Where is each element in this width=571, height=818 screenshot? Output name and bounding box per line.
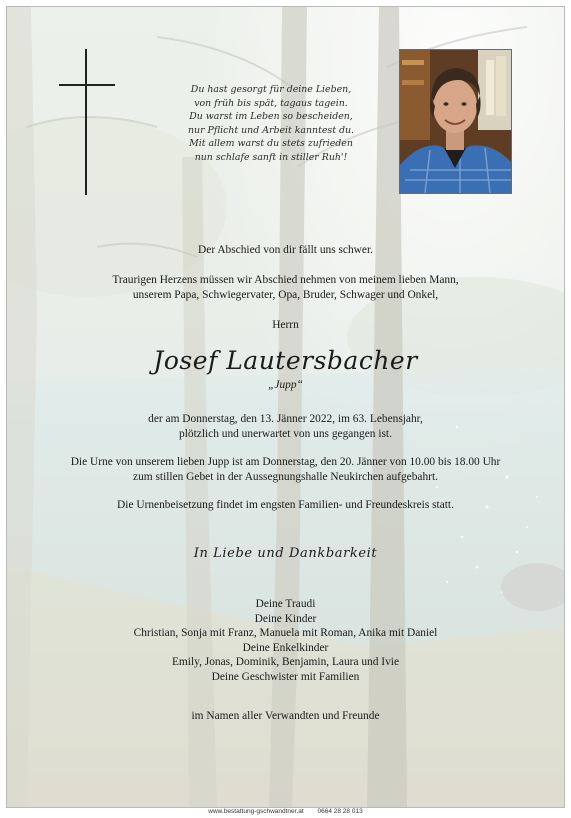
burial-notice: Die Urnenbeisetzung findet im engsten Familien- und Freundeskreis statt. xyxy=(117,499,454,511)
poem-line: nur Pflicht und Arbeit kanntest du. xyxy=(188,124,354,136)
urn-line: Die Urne von unserem lieben Jupp ist am Donnerstag, den 20. Jänner von 10.00 bis 18.00 Uhr xyxy=(70,456,501,468)
mourner-line: Christian, Sonja mit Franz, Manuela mit Roman, Anika mit Daniel xyxy=(133,627,438,640)
obituary-card xyxy=(6,6,565,808)
cross-symbol xyxy=(59,49,115,195)
closing-phrase: In Liebe und Dankbarkeit xyxy=(193,546,378,561)
notice-text xyxy=(7,273,564,302)
deceased-nickname: „Jupp“ xyxy=(268,379,303,391)
memorial-poem xyxy=(157,83,385,165)
poem-line: nun schlafe sanft in stiller Ruh'! xyxy=(194,151,348,163)
death-notice xyxy=(7,412,564,441)
portrait-photo xyxy=(399,49,512,194)
deceased-name: Josef Lautersbacher xyxy=(153,346,418,375)
notice-line: unserem Papa, Schwiegervater, Opa, Bruder, Schwager und Onkel, xyxy=(132,288,439,301)
poem-line: Mit allem warst du stets zufrieden xyxy=(189,138,353,150)
urn-line: zum stillen Gebet in der Aussegnungshalle Neukirchen aufgebahrt. xyxy=(133,470,438,483)
footer-phone: 0664 28 28 013 xyxy=(317,808,363,815)
poem-line: Du hast gesorgt für deine Lieben, xyxy=(190,84,352,95)
mourner-line: Emily, Jonas, Dominik, Benjamin, Laura und Ivie xyxy=(171,656,400,669)
mourner-line: Deine Geschwister mit Familien xyxy=(211,670,360,683)
mourner-line: Deine Kinder xyxy=(254,612,317,625)
notice-line: Traurigen Herzens müssen wir Abschied nehmen von meinem lieben Mann, xyxy=(112,274,459,286)
poem-line: Du warst im Leben so bescheiden, xyxy=(189,111,353,123)
footer-website[interactable]: www.bestattung-gschwandtner.at xyxy=(208,808,304,815)
salutation: Herrn xyxy=(272,319,299,331)
death-line: der am Donnerstag, den 13. Jänner 2022, im 63. Lebensjahr, xyxy=(148,413,423,425)
intro-text: Der Abschied von dir fällt uns schwer. xyxy=(198,244,373,256)
death-line: plötzlich und unerwartet von uns gegangen ist. xyxy=(179,427,392,440)
poem-line: von früh bis spät, tagaus tagein. xyxy=(194,97,348,109)
footer xyxy=(0,807,571,817)
mourners-list xyxy=(7,597,564,685)
relatives-line: im Namen aller Verwandten und Freunde xyxy=(191,710,380,722)
mourner-line: Deine Enkelkinder xyxy=(242,641,329,654)
urn-notice xyxy=(7,455,564,484)
mourner-line: Deine Traudi xyxy=(255,598,316,610)
